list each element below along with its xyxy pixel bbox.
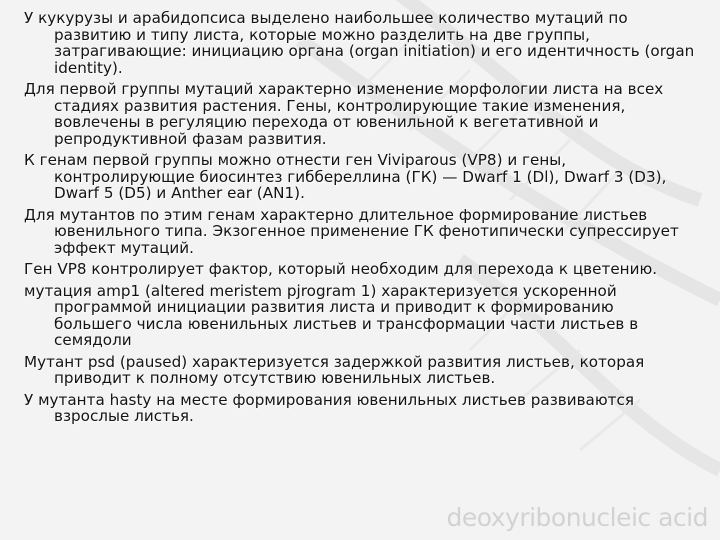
paragraph: Для первой группы мутаций характерно изменение морфологии листа на всех стадиях развития растения. Гены, контролирующие такие изменения, вовлечены в регуляцию перехода от ювенильной к вегетативной и репродуктивной фазам развития. [24,80,664,148]
slide-text [24,10,696,430]
paragraph: Мутант psd (paused) характеризуется задержкой развития листьев, которая приводит к полному отсутствию ювенильных листьев. [24,352,645,387]
paragraph: К генам первой группы можно отнести ген Viviparous (VP8) и гены, контролирующие биосинтез гиббереллина (ГК) — Dwarf 1 (Dl), Dwarf 3 (D3), Dwarf 5 (D5) и Anther ear (AN1). [24,151,667,202]
dna-watermark: deoxyribonucleic acid [446,503,708,532]
paragraph: У мутанта hasty на месте формирования ювенильных листьев развиваются взрослые листья. [24,390,634,425]
paragraph: Ген VP8 контролирует фактор, который необходим для перехода к цветению. [24,260,658,278]
paragraph: Для мутантов по этим генам характерно длительное формирование листьев ювенильного типа. Экзогенное применение ГК фенотипически супрессирует эффект мутаций. [24,205,679,257]
paragraph: У кукурузы и арабидопсиса выделено наибольшее количество мутаций по развитию и типу листа, которые можно разделить на две группы, затрагивающие: инициацию органа (organ initiation) и его идентичность (organ identity). [24,9,695,77]
paragraph: мутация amp1 (altered meristem pjrogram 1) характеризуется ускоренной программой инициации развития листа и приводит к формированию большего числа ювенильных листьев и трансформации части листьев в семядоли [24,281,639,349]
